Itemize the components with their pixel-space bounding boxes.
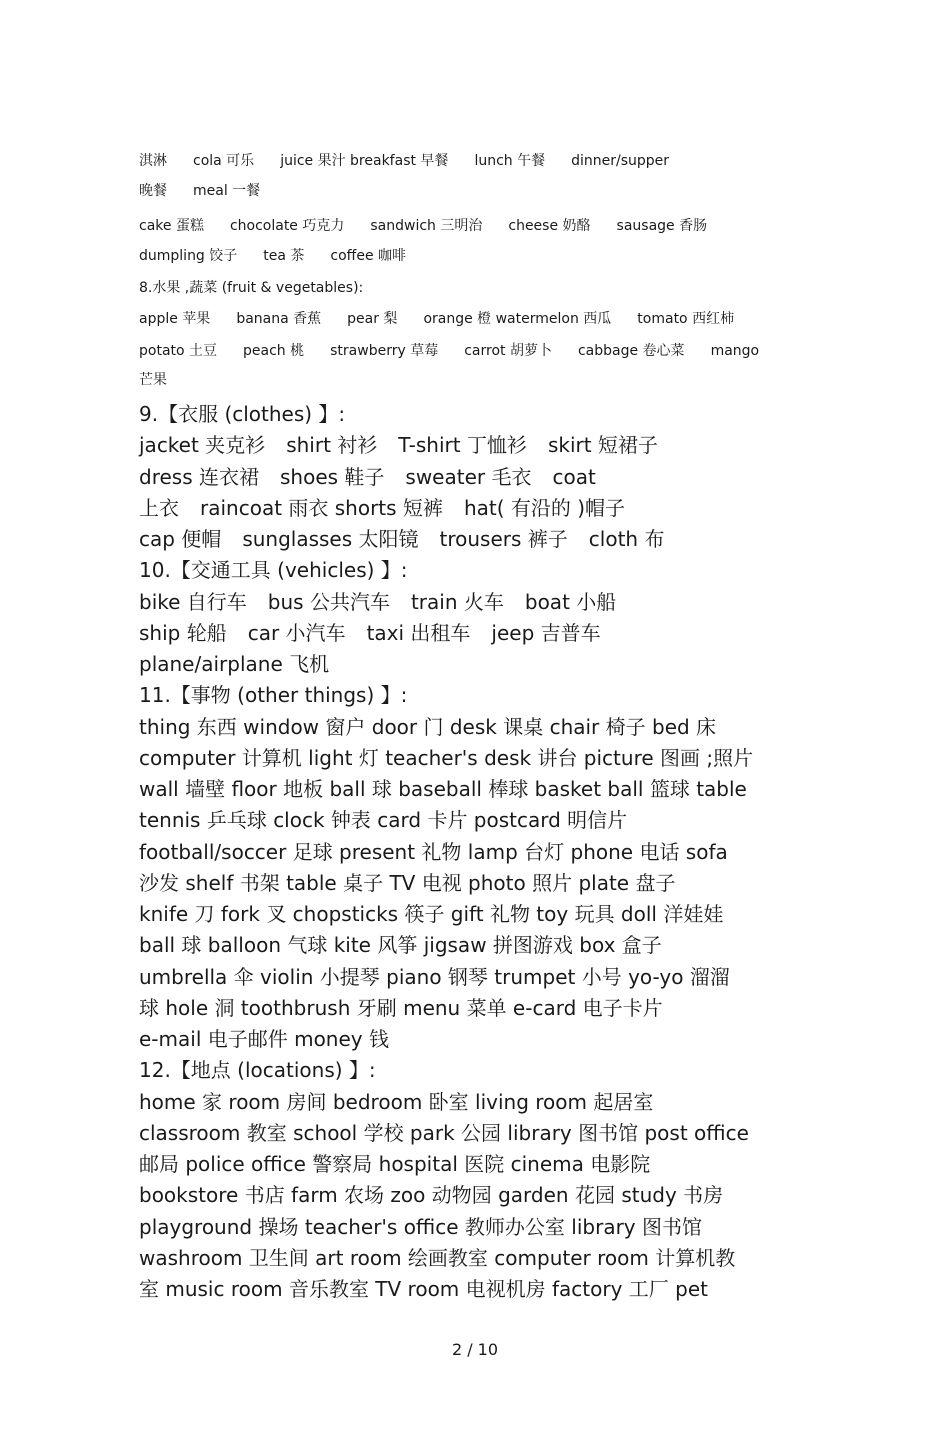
large-line <box>139 773 747 802</box>
small-line <box>139 245 406 265</box>
large-line <box>139 554 408 583</box>
vocab-text: hat( 有沿的 )帽子 <box>463 496 626 520</box>
vocab-text: cheese 奶酪 <box>508 218 591 234</box>
large-line <box>139 523 664 552</box>
vocab-text: washroom 卫生间 art room 绘画教室 computer room 计算机教 <box>139 1246 736 1270</box>
vocab-text: coat <box>552 465 596 489</box>
large-line <box>139 1211 702 1240</box>
small-line <box>139 180 260 200</box>
large-line <box>139 617 601 646</box>
large-line <box>139 648 329 677</box>
vocab-text: 淇淋 <box>139 153 167 169</box>
vocab-text: apple 苹果 <box>139 311 211 327</box>
large-line <box>139 679 407 708</box>
vocab-text: shoes 鞋子 <box>279 465 385 489</box>
vocab-text: dumpling 饺子 <box>139 248 238 264</box>
vocab-text: 芒果 <box>139 372 167 388</box>
small-line <box>139 150 669 170</box>
vocab-text: mango <box>710 343 760 359</box>
vocab-text: dress 连衣裙 <box>139 465 259 489</box>
vocab-text: ship 轮船 <box>139 621 227 645</box>
vocab-text: cake 蛋糕 <box>139 218 204 234</box>
vocab-text: tea 茶 <box>263 248 305 264</box>
small-line <box>139 340 759 360</box>
vocab-text: cabbage 卷心菜 <box>577 343 685 359</box>
vocab-text: computer 计算机 light 灯 teacher's desk 讲台 picture 图画 ;照片 <box>139 746 754 770</box>
vocab-text: classroom 教室 school 学校 park 公园 library 图书馆 post office <box>139 1121 749 1145</box>
vocab-text: jacket 夹克衫 <box>139 433 266 457</box>
large-line <box>139 711 716 740</box>
vocab-text: sausage 香肠 <box>616 218 708 234</box>
large-line <box>139 929 662 958</box>
vocab-text: bus 公共汽车 <box>267 590 390 614</box>
vocab-text: car 小汽车 <box>247 621 346 645</box>
vocab-text: chocolate 巧克力 <box>229 218 345 234</box>
small-line <box>139 369 167 389</box>
vocab-text: wall 墙壁 floor 地板 ball 球 baseball 棒球 basket ball 篮球 table <box>139 777 747 801</box>
vocab-text: thing 东西 window 窗户 door 门 desk 课桌 chair 椅子 bed 床 <box>139 715 717 739</box>
vocab-text: ball 球 balloon 气球 kite 风筝 jigsaw 拼图游戏 box 盒子 <box>139 933 662 957</box>
vocab-text: 球 hole 洞 toothbrush 牙刷 menu 菜单 e-card 电子卡片 <box>139 996 663 1020</box>
large-line <box>139 429 658 458</box>
large-line <box>139 1148 650 1177</box>
vocab-text: strawberry 草莓 <box>330 343 439 359</box>
vocab-text: sweater 毛衣 <box>405 465 532 489</box>
large-line <box>139 1023 389 1052</box>
vocab-text: pear 梨 <box>347 311 398 327</box>
vocab-text: coffee 咖啡 <box>330 248 407 264</box>
vocab-text: playground 操场 teacher's office 教师办公室 library 图书馆 <box>139 1215 702 1239</box>
vocab-text: carrot 胡萝卜 <box>464 343 552 359</box>
large-line <box>139 586 616 615</box>
large-line <box>139 867 675 896</box>
small-line <box>139 308 734 328</box>
vocab-text: knife 刀 fork 叉 chopsticks 筷子 gift 礼物 toy 玩具 doll 洋娃娃 <box>139 902 724 926</box>
large-line <box>139 742 753 771</box>
vocab-text: 9.【衣服 (clothes) 】: <box>139 402 346 426</box>
large-line <box>139 1054 376 1083</box>
vocab-text: juice 果汁 breakfast 早餐 <box>280 153 449 169</box>
large-line <box>139 804 627 833</box>
vocab-text: trousers 裤子 <box>439 527 568 551</box>
vocab-text: 邮局 police office 警察局 hospital 医院 cinema 电影院 <box>139 1152 651 1176</box>
vocab-text: bookstore 书店 farm 农场 zoo 动物园 garden 花园 study 书房 <box>139 1183 724 1207</box>
vocab-text: 室 music room 音乐教室 TV room 电视机房 factory 工厂 pet <box>139 1277 708 1301</box>
page-number: 2 / 10 <box>451 1340 499 1359</box>
vocab-text: football/soccer 足球 present 礼物 lamp 台灯 phone 电话 sofa <box>139 840 728 864</box>
large-line <box>139 398 345 427</box>
vocab-text: skirt 短裙子 <box>547 433 658 457</box>
large-line <box>139 1242 735 1271</box>
large-line <box>139 492 625 521</box>
large-line <box>139 1117 749 1146</box>
vocab-text: cap 便帽 <box>139 527 222 551</box>
vocab-text: tomato 西红柿 <box>637 311 735 327</box>
vocab-text: orange 橙 watermelon 西瓜 <box>423 311 612 327</box>
large-line <box>139 961 730 990</box>
large-line <box>139 898 723 927</box>
vocab-text: umbrella 伞 violin 小提琴 piano 钢琴 trumpet 小号 yo-yo 溜溜 <box>139 965 730 989</box>
vocab-text: taxi 出租车 <box>366 621 471 645</box>
vocab-text: e-mail 电子邮件 money 钱 <box>139 1027 389 1051</box>
vocab-text: 晚餐 <box>139 183 167 199</box>
large-line <box>139 1273 708 1302</box>
large-line <box>139 836 728 865</box>
vocab-text: home 家 room 房间 bedroom 卧室 living room 起居室 <box>139 1090 654 1114</box>
vocab-text: sunglasses 太阳镜 <box>242 527 419 551</box>
vocab-text: lunch 午餐 <box>474 153 546 169</box>
vocab-text: train 火车 <box>410 590 504 614</box>
large-line <box>139 1086 653 1115</box>
vocab-text: 11.【事物 (other things) 】: <box>139 683 408 707</box>
vocab-text: bike 自行车 <box>139 590 247 614</box>
vocab-text: potato 土豆 <box>139 343 218 359</box>
vocab-text: cola 可乐 <box>193 153 255 169</box>
vocab-text: banana 香蕉 <box>236 311 322 327</box>
vocab-text: 10.【交通工具 (vehicles) 】: <box>139 558 408 582</box>
large-line <box>139 461 596 490</box>
vocab-text: boat 小船 <box>524 590 617 614</box>
vocab-text: 上衣 <box>139 496 179 520</box>
vocab-text: shirt 衬衫 <box>286 433 378 457</box>
small-line <box>139 277 363 297</box>
vocab-text: 12.【地点 (locations) 】: <box>139 1058 376 1082</box>
large-line <box>139 992 663 1021</box>
vocab-text: meal 一餐 <box>193 183 261 199</box>
vocab-text: jeep 吉普车 <box>491 621 601 645</box>
small-line <box>139 215 707 235</box>
vocab-text: 8.水果 ,蔬菜 (fruit & vegetables): <box>139 280 364 296</box>
vocab-text: dinner/supper <box>571 153 670 169</box>
vocab-text: sandwich 三明治 <box>370 218 483 234</box>
vocab-text: raincoat 雨衣 shorts 短裤 <box>200 496 443 520</box>
vocab-text: tennis 乒乓球 clock 钟表 card 卡片 postcard 明信片 <box>139 808 628 832</box>
large-line <box>139 1179 723 1208</box>
vocab-text: T-shirt 丁恤衫 <box>398 433 527 457</box>
vocab-text: 沙发 shelf 书架 table 桌子 TV 电视 photo 照片 plate 盘子 <box>139 871 676 895</box>
vocab-text: cloth 布 <box>588 527 665 551</box>
vocab-text: plane/airplane 飞机 <box>139 652 330 676</box>
vocab-text: peach 桃 <box>243 343 305 359</box>
